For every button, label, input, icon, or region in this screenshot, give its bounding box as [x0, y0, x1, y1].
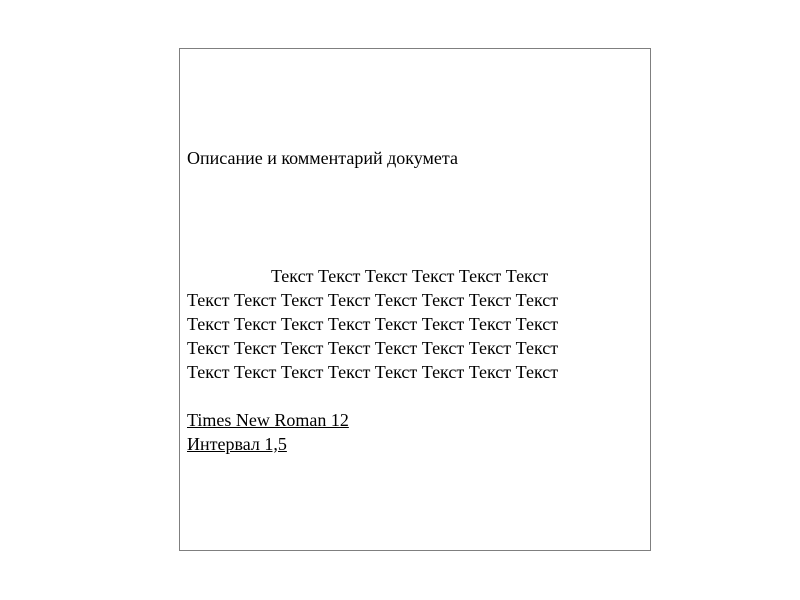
body-line: Текст Текст Текст Текст Текст Текст Текст Текст: [187, 362, 559, 382]
body-line: Текст Текст Текст Текст Текст Текст Текст Текст: [187, 314, 559, 334]
font-note-link[interactable]: Times New Roman 12: [187, 410, 349, 430]
document-body: [187, 264, 627, 384]
spacing-note-link[interactable]: Интервал 1,5: [187, 434, 287, 454]
body-line: Текст Текст Текст Текст Текст Текст Текст Текст: [187, 290, 559, 310]
format-notes: [187, 408, 349, 456]
document-heading: Описание и комментарий докумета: [187, 148, 458, 168]
body-line: Текст Текст Текст Текст Текст Текст Текст Текст: [187, 338, 559, 358]
body-line: Текст Текст Текст Текст Текст Текст: [271, 266, 549, 286]
